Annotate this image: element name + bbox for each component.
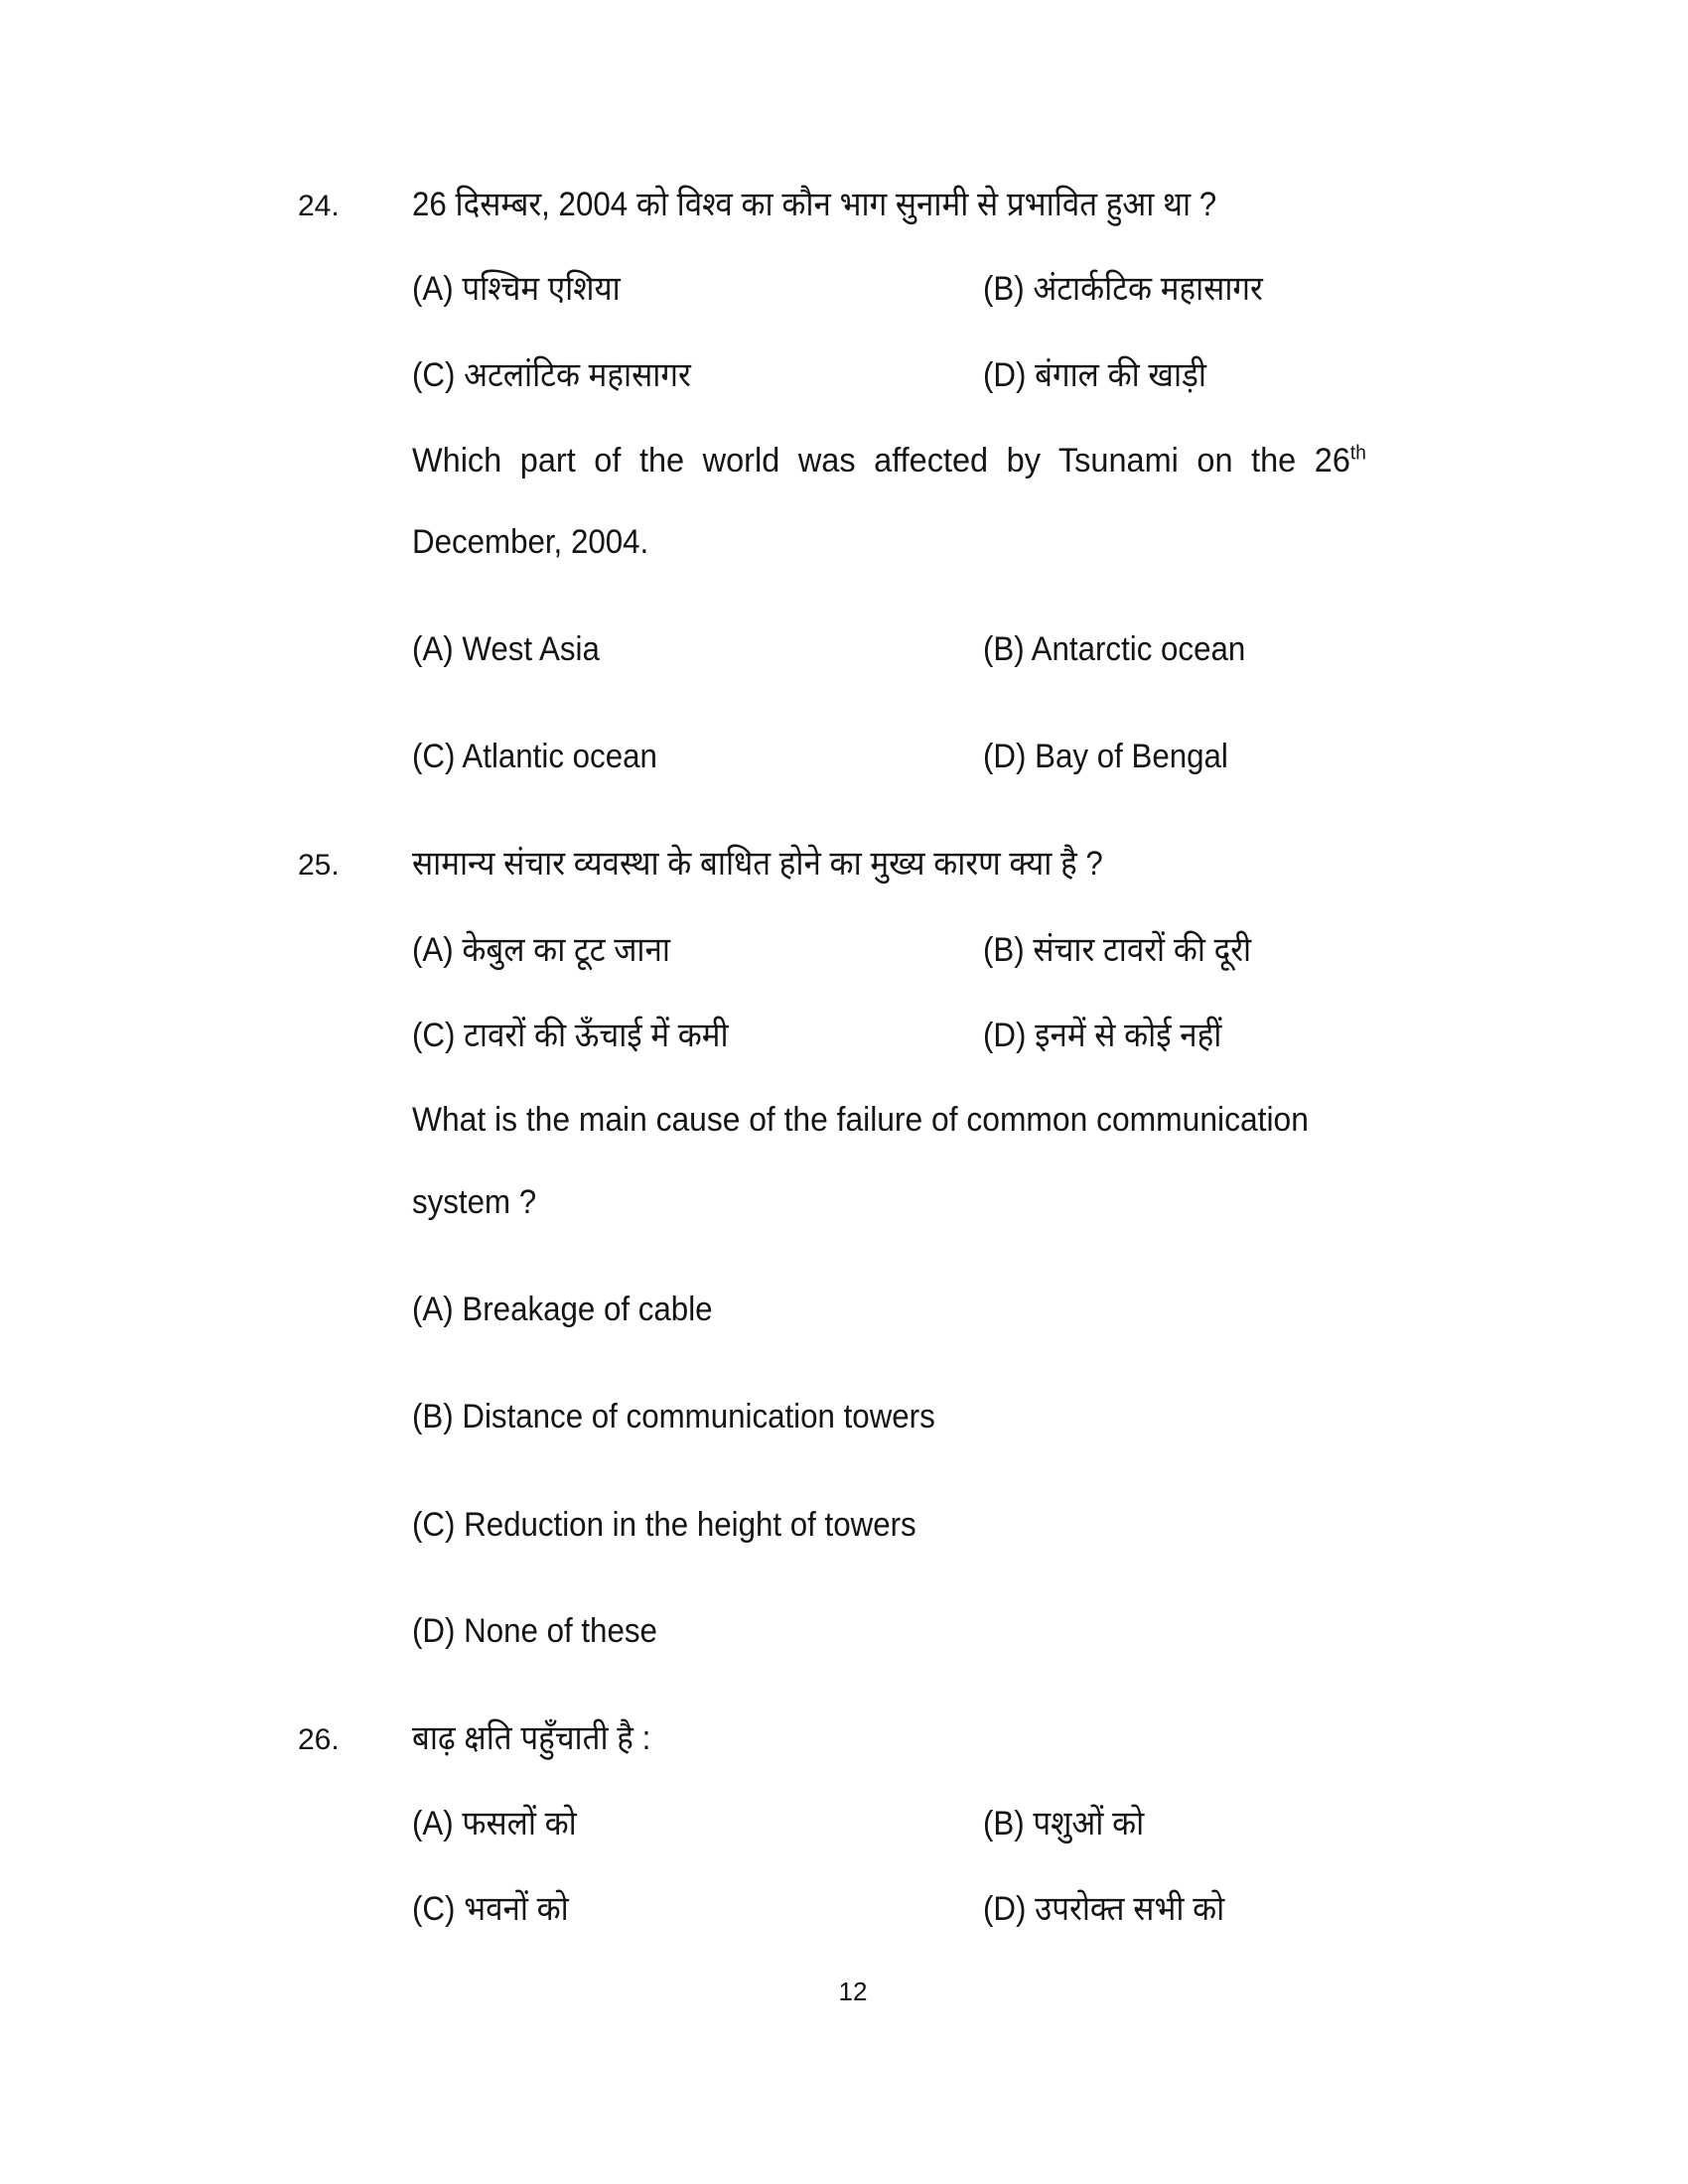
option-a-hindi: (A) पश्चिम एशिया (412, 270, 621, 308)
question-text-hindi: सामान्य संचार व्यवस्था के बाधित होने का मुख्य कारण क्या है ? (412, 845, 1103, 883)
option-b-english: (B) Antarctic ocean (983, 630, 1246, 668)
option-b-hindi: (B) संचार टावरों की दूरी (983, 931, 1252, 969)
option-d-hindi: (D) बंगाल की खाड़ी (983, 356, 1206, 394)
question-number: 24. (298, 190, 340, 222)
ordinal-suffix: th (1349, 442, 1366, 465)
option-a-hindi: (A) फसलों को (412, 1805, 577, 1843)
page-number: 12 (838, 1977, 868, 2006)
option-c-hindi: (C) भवनों को (412, 1890, 569, 1928)
option-b-english: (B) Distance of communication towers (412, 1398, 935, 1435)
option-b-hindi: (B) अंटार्कटिक महासागर (983, 270, 1263, 308)
question-text-english-cont: December, 2004. (412, 523, 649, 561)
option-c-english: (C) Reduction in the height of towers (412, 1506, 916, 1544)
option-d-hindi: (D) उपरोक्त सभी को (983, 1890, 1225, 1928)
question-number: 26. (298, 1723, 340, 1756)
option-d-english: (D) Bay of Bengal (983, 738, 1228, 775)
question-text-english: What is the main cause of the failure of common communication (412, 1101, 1309, 1139)
question-text-english: Which part of the world was affected by Tsunami on the 26th (412, 442, 1366, 479)
option-d-english: (D) None of these (412, 1612, 657, 1650)
question-text-hindi: 26 दिसम्बर, 2004 को विश्व का कौन भाग सुनामी से प्रभावित हुआ था ? (412, 186, 1217, 223)
question-text-english-cont: system ? (412, 1183, 537, 1221)
option-b-hindi: (B) पशुओं को (983, 1805, 1145, 1843)
option-c-english: (C) Atlantic ocean (412, 738, 657, 775)
option-a-hindi: (A) केबुल का टूट जाना (412, 931, 670, 969)
option-d-hindi: (D) इनमें से कोई नहीं (983, 1017, 1222, 1054)
option-a-english: (A) West Asia (412, 630, 600, 668)
option-c-hindi: (C) अटलांटिक महासागर (412, 356, 691, 394)
option-a-english: (A) Breakage of cable (412, 1291, 713, 1328)
question-number: 25. (298, 849, 340, 882)
option-c-hindi: (C) टावरों की ऊँचाई में कमी (412, 1017, 729, 1054)
question-text-hindi: बाढ़ क्षति पहुँचाती है : (412, 1719, 651, 1757)
